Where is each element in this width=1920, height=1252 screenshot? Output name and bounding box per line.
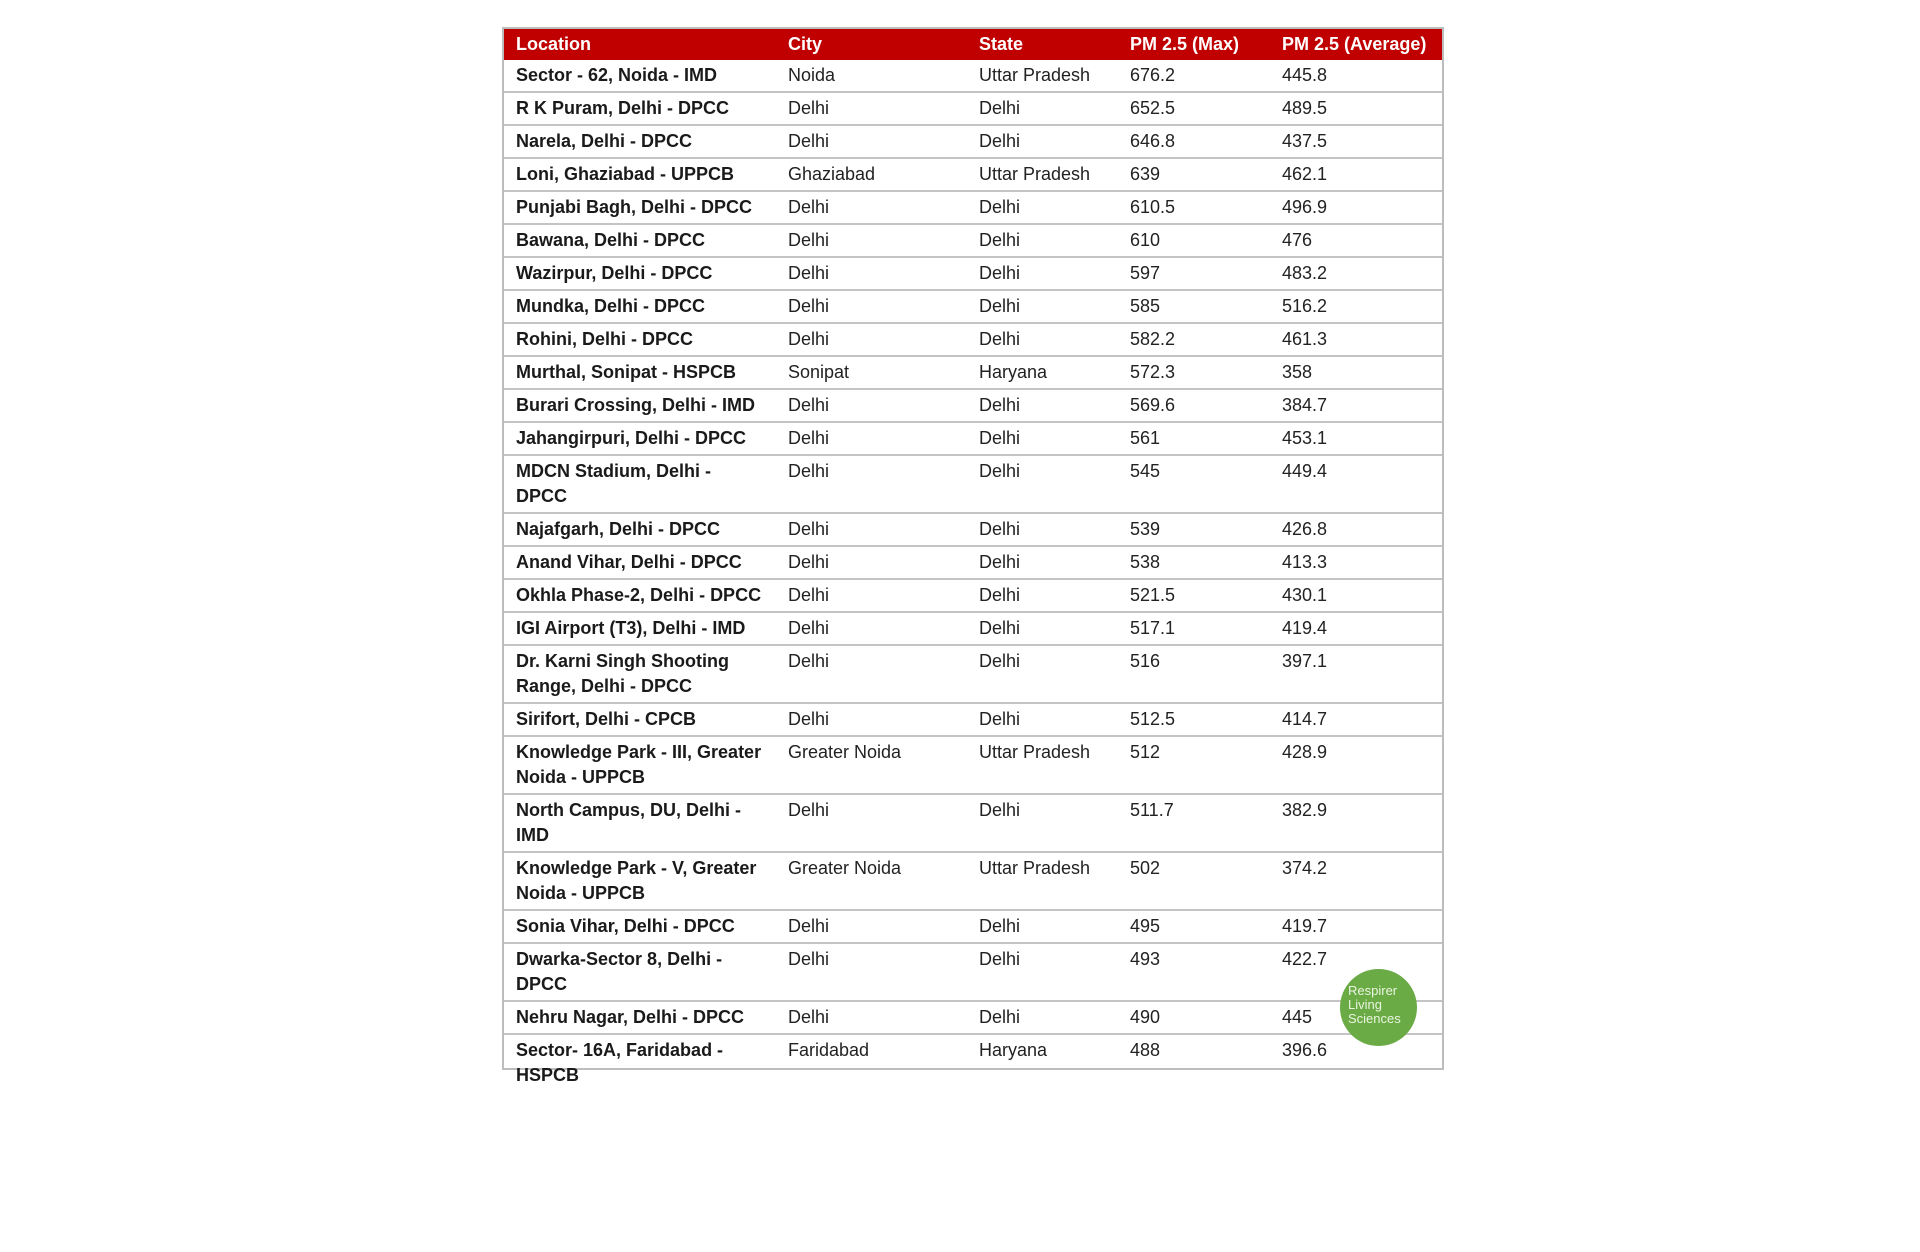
cell-pm25-max: 585 — [1118, 290, 1270, 323]
cell-city: Delhi — [776, 92, 967, 125]
cell-state: Delhi — [967, 579, 1118, 612]
cell-pm25-average: 396.6 — [1282, 1040, 1328, 1060]
cell-pm25-average: 445 — [1270, 1001, 1442, 1034]
cell-pm25-average: 461.3 — [1270, 323, 1442, 356]
column-header-state: State — [967, 29, 1118, 60]
column-header-pm25-max: PM 2.5 (Max) — [1118, 29, 1270, 60]
cell-state: Delhi — [967, 389, 1118, 422]
cell-state: Delhi — [967, 1001, 1118, 1034]
cell-pm25-average: 419.4 — [1270, 612, 1442, 645]
table-row — [504, 794, 1442, 852]
cell-pm25-average: 397.1 — [1270, 645, 1442, 703]
cell-state: Delhi — [967, 645, 1118, 703]
cell-state: Delhi — [967, 910, 1118, 943]
table-row — [504, 422, 1442, 455]
cell-location: Loni, Ghaziabad - UPPCB — [504, 158, 776, 191]
cell-city: Delhi — [776, 910, 967, 943]
cell-state: Delhi — [967, 224, 1118, 257]
cell-pm25-average: 422.7 — [1270, 943, 1442, 1001]
table-row — [504, 579, 1442, 612]
cell-pm25-average: 476 — [1270, 224, 1442, 257]
cell-location: Bawana, Delhi - DPCC — [504, 224, 776, 257]
cell-city: Delhi — [776, 422, 967, 455]
cell-pm25-average: 382.9 — [1270, 794, 1442, 852]
cell-pm25-average: 489.5 — [1270, 92, 1442, 125]
cell-pm25-max: 539 — [1118, 513, 1270, 546]
cell-pm25-max: 516 — [1118, 645, 1270, 703]
cell-state: Delhi — [967, 290, 1118, 323]
table-row — [504, 455, 1442, 513]
cell-pm25-max: 512.5 — [1118, 703, 1270, 736]
cell-city: Delhi — [776, 943, 967, 1001]
cell-state: Uttar Pradesh — [967, 60, 1118, 92]
table-row — [504, 92, 1442, 125]
cell-pm25-max: 512 — [1118, 736, 1270, 794]
cell-city: Delhi — [776, 1001, 967, 1034]
table-row — [504, 158, 1442, 191]
cell-pm25-max: 646.8 — [1118, 125, 1270, 158]
cell-state: Delhi — [967, 513, 1118, 546]
cell-location: Sirifort, Delhi - CPCB — [504, 703, 776, 736]
cell-city: Delhi — [776, 191, 967, 224]
cell-state: Delhi — [967, 703, 1118, 736]
cell-state: Delhi — [967, 323, 1118, 356]
cell-location: Nehru Nagar, Delhi - DPCC — [504, 1001, 776, 1034]
cell-city: Delhi — [776, 612, 967, 645]
table-row — [504, 356, 1442, 389]
cell-pm25-max: 495 — [1118, 910, 1270, 943]
cell-state: Delhi — [967, 546, 1118, 579]
cell-city: Delhi — [776, 323, 967, 356]
cell-city: Delhi — [776, 257, 967, 290]
cell-pm25-average: 496.9 — [1270, 191, 1442, 224]
cell-pm25-average: 384.7 — [1270, 389, 1442, 422]
cell-city: Delhi — [776, 224, 967, 257]
cell-state: Delhi — [967, 191, 1118, 224]
cell-state: Delhi — [967, 257, 1118, 290]
column-header-location: Location — [504, 29, 776, 60]
cell-city: Delhi — [776, 290, 967, 323]
cell-location: Jahangirpuri, Delhi - DPCC — [504, 422, 776, 455]
cell-pm25-max: 610 — [1118, 224, 1270, 257]
cell-pm25-average: 462.1 — [1270, 158, 1442, 191]
cell-pm25-max: 652.5 — [1118, 92, 1270, 125]
table-row — [504, 125, 1442, 158]
table-row — [504, 703, 1442, 736]
respirer-living-sciences-logo — [1340, 969, 1417, 1046]
cell-location: Dwarka-Sector 8, Delhi - DPCC — [504, 943, 776, 1001]
cell-city: Greater Noida — [776, 852, 967, 910]
cell-pm25-max: 597 — [1118, 257, 1270, 290]
cell-location: Anand Vihar, Delhi - DPCC — [504, 546, 776, 579]
cell-pm25-max: 511.7 — [1118, 794, 1270, 852]
cell-pm25-max: 538 — [1118, 546, 1270, 579]
table-row — [504, 323, 1442, 356]
cell-pm25-average: 413.3 — [1270, 546, 1442, 579]
cell-location: MDCN Stadium, Delhi - DPCC — [504, 455, 776, 513]
cell-pm25-average: 358 — [1270, 356, 1442, 389]
cell-location: North Campus, DU, Delhi - IMD — [504, 794, 776, 852]
cell-pm25-average: 453.1 — [1270, 422, 1442, 455]
cell-city: Faridabad — [788, 1040, 870, 1060]
cell-location: Wazirpur, Delhi - DPCC — [504, 257, 776, 290]
table-row — [504, 645, 1442, 703]
cell-location: Dr. Karni Singh Shooting Range, Delhi - DPCC — [504, 645, 776, 703]
cell-pm25-average: 516.2 — [1270, 290, 1442, 323]
cell-pm25-max: 610.5 — [1118, 191, 1270, 224]
cell-pm25-max: 493 — [1118, 943, 1270, 1001]
cell-state: Delhi — [967, 943, 1118, 1001]
cell-state: Delhi — [967, 794, 1118, 852]
cell-pm25-average: 428.9 — [1270, 736, 1442, 794]
cell-state: Delhi — [967, 125, 1118, 158]
table-row — [504, 736, 1442, 794]
logo-line: Respirer — [1348, 983, 1398, 998]
pm25-table — [504, 29, 1442, 1252]
cell-pm25-average: 426.8 — [1270, 513, 1442, 546]
cell-pm25-average: 414.7 — [1270, 703, 1442, 736]
cell-city: Delhi — [776, 546, 967, 579]
cell-state: Delhi — [967, 455, 1118, 513]
cell-pm25-max: 582.2 — [1118, 323, 1270, 356]
table-row — [504, 60, 1442, 92]
cell-city: Delhi — [776, 125, 967, 158]
cell-location: Najafgarh, Delhi - DPCC — [504, 513, 776, 546]
table-row — [504, 513, 1442, 546]
table-row — [504, 191, 1442, 224]
cell-city: Sonipat — [776, 356, 967, 389]
cell-city: Noida — [776, 60, 967, 92]
cell-state: Uttar Pradesh — [967, 158, 1118, 191]
cell-location: Sector- 16A, Faridabad - HSPCB — [516, 1040, 724, 1085]
cell-location: Knowledge Park - V, Greater Noida - UPPCB — [504, 852, 776, 910]
cell-city: Delhi — [776, 389, 967, 422]
cell-pm25-average: 419.7 — [1270, 910, 1442, 943]
cell-pm25-max: 517.1 — [1118, 612, 1270, 645]
cell-pm25-average: 483.2 — [1270, 257, 1442, 290]
logo-line: Sciences — [1348, 1011, 1401, 1026]
cell-pm25-max: 502 — [1118, 852, 1270, 910]
cell-state: Uttar Pradesh — [967, 736, 1118, 794]
cell-location: Sector - 62, Noida - IMD — [504, 60, 776, 92]
table-row — [504, 852, 1442, 910]
logo-line: Living — [1348, 997, 1382, 1012]
cell-pm25-max: 490 — [1118, 1001, 1270, 1034]
table-row — [504, 224, 1442, 257]
table-row — [504, 910, 1442, 943]
table-row — [504, 612, 1442, 645]
cell-city: Delhi — [776, 513, 967, 546]
cell-location: Knowledge Park - III, Greater Noida - UPPCB — [504, 736, 776, 794]
table-row — [504, 257, 1442, 290]
table-row — [504, 389, 1442, 422]
cell-city: Delhi — [776, 794, 967, 852]
cell-pm25-average: 445.8 — [1270, 60, 1442, 92]
table-row — [504, 1034, 1442, 1252]
cell-state: Delhi — [967, 92, 1118, 125]
cell-city: Delhi — [776, 703, 967, 736]
cell-location: Mundka, Delhi - DPCC — [504, 290, 776, 323]
cell-state: Uttar Pradesh — [967, 852, 1118, 910]
table-header-row — [504, 29, 1442, 60]
cell-pm25-max: 639 — [1118, 158, 1270, 191]
cell-city: Ghaziabad — [776, 158, 967, 191]
cell-pm25-max: 488 — [1130, 1040, 1161, 1060]
cell-location: Rohini, Delhi - DPCC — [504, 323, 776, 356]
cell-state: Delhi — [967, 612, 1118, 645]
table-row — [504, 1001, 1442, 1034]
cell-pm25-average: 374.2 — [1270, 852, 1442, 910]
cell-location: R K Puram, Delhi - DPCC — [504, 92, 776, 125]
cell-pm25-average: 449.4 — [1270, 455, 1442, 513]
table-row — [504, 943, 1442, 1001]
cell-location: Narela, Delhi - DPCC — [504, 125, 776, 158]
cell-location: Okhla Phase-2, Delhi - DPCC — [504, 579, 776, 612]
table-body — [504, 60, 1442, 1252]
cell-pm25-max: 676.2 — [1118, 60, 1270, 92]
cell-pm25-max: 572.3 — [1118, 356, 1270, 389]
cell-location: Burari Crossing, Delhi - IMD — [504, 389, 776, 422]
cell-pm25-max: 561 — [1118, 422, 1270, 455]
cell-state: Delhi — [967, 422, 1118, 455]
column-header-city: City — [776, 29, 967, 60]
cell-pm25-average: 430.1 — [1270, 579, 1442, 612]
table-row — [504, 290, 1442, 323]
cell-city: Delhi — [776, 579, 967, 612]
table-row — [504, 546, 1442, 579]
cell-pm25-average: 437.5 — [1270, 125, 1442, 158]
cell-pm25-max: 545 — [1118, 455, 1270, 513]
cell-state: Haryana — [967, 356, 1118, 389]
cell-location: Sonia Vihar, Delhi - DPCC — [504, 910, 776, 943]
cell-location: IGI Airport (T3), Delhi - IMD — [504, 612, 776, 645]
cell-city: Greater Noida — [776, 736, 967, 794]
column-header-pm25-average: PM 2.5 (Average) — [1270, 29, 1442, 60]
cell-location: Murthal, Sonipat - HSPCB — [504, 356, 776, 389]
cell-city: Delhi — [776, 645, 967, 703]
cell-location: Punjabi Bagh, Delhi - DPCC — [504, 191, 776, 224]
pm25-table-frame — [502, 27, 1444, 1085]
cell-state: Haryana — [979, 1040, 1048, 1060]
cell-pm25-max: 521.5 — [1118, 579, 1270, 612]
cell-city: Delhi — [776, 455, 967, 513]
cell-pm25-max: 569.6 — [1118, 389, 1270, 422]
